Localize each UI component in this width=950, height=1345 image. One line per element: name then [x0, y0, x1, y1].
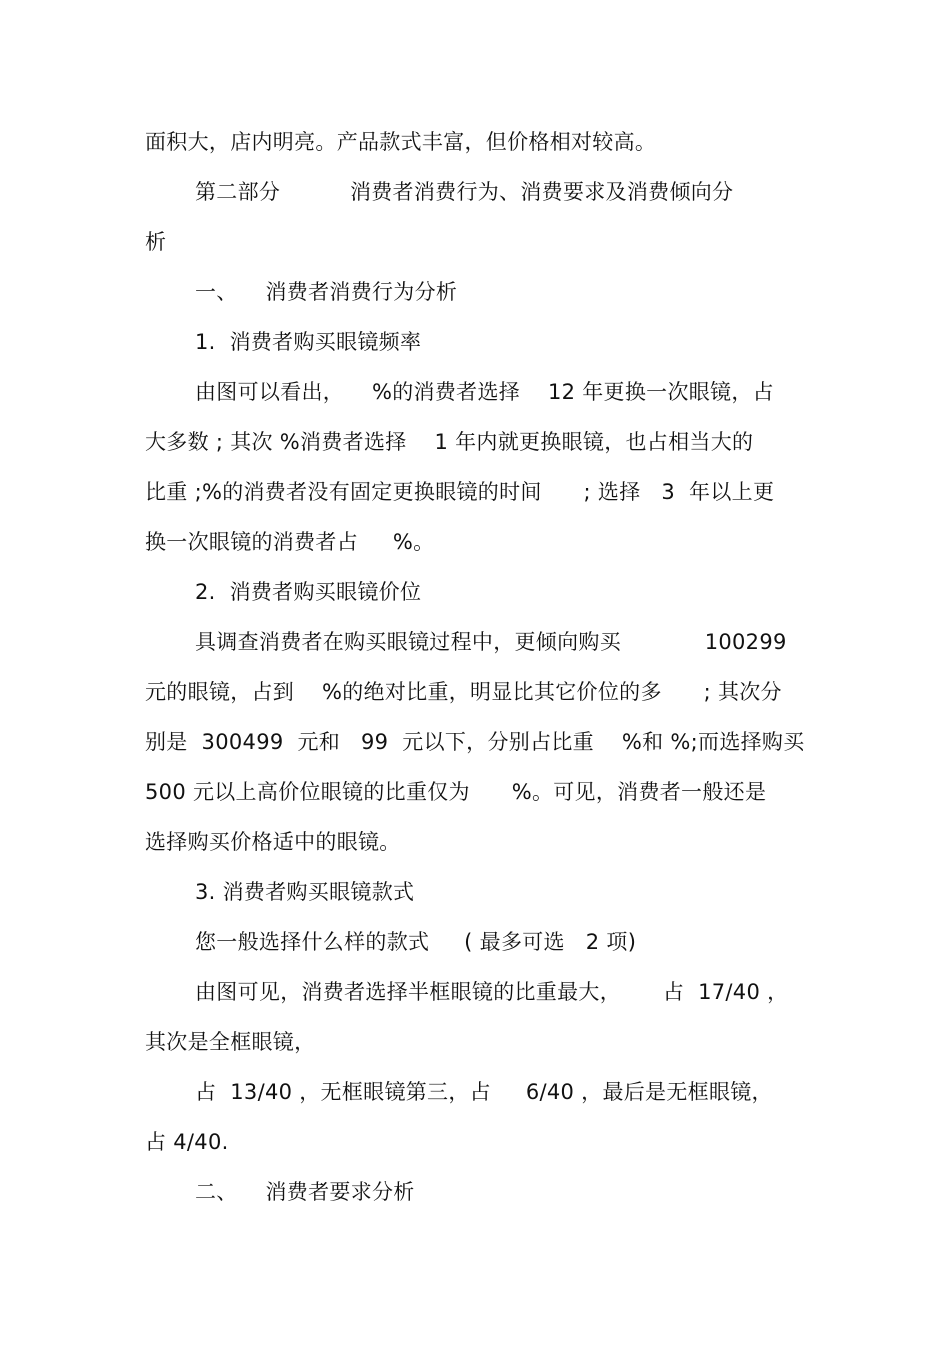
text-line-frequency-2: 大多数 ; 其次 %消费者选择 1 年内就更换眼镜，也占相当大的 [145, 430, 754, 454]
text-line-price-5: 选择购买价格适中的眼镜。 [145, 830, 401, 854]
section-heading-part-two-cont: 析 [145, 230, 167, 254]
subheading-consumer-requirements: 二、 消费者要求分析 [195, 1180, 415, 1204]
item-heading-frequency: 1. 消费者购买眼镜频率 [195, 330, 422, 354]
text-line-style-1: 由图可见，消费者选择半框眼镜的比重最大， 占 17/40 ， [195, 980, 789, 1004]
text-line-price-2: 元的眼镜，占到 %的绝对比重，明显比其它价位的多 ; 其次分 [145, 680, 782, 704]
text-line-1: 面积大，店内明亮。产品款式丰富，但价格相对较高。 [145, 130, 657, 154]
text-line-frequency-1: 由图可以看出， %的消费者选择 12 年更换一次眼镜，占 [195, 380, 774, 404]
text-line-price-3: 别是 300499 元和 99 元以下，分别占比重 %和 %;而选择购买 [145, 730, 805, 754]
text-line-frequency-3: 比重 ;%的消费者没有固定更换眼镜的时间 ; 选择 3 年以上更 [145, 480, 775, 504]
text-line-style-4: 占 4/40. [145, 1130, 229, 1154]
item-heading-style: 3. 消费者购买眼镜款式 [195, 880, 415, 904]
text-line-frequency-4: 换一次眼镜的消费者占 %。 [145, 530, 435, 554]
text-line-price-1: 具调查消费者在购买眼镜过程中，更倾向购买 100299 [195, 630, 787, 654]
text-line-style-2: 其次是全框眼镜， [145, 1030, 316, 1054]
text-line-style-3: 占 13/40 ，无框眼镜第三，占 6/40 ，最后是无框眼镜， [195, 1080, 773, 1104]
item-heading-price: 2. 消费者购买眼镜价位 [195, 580, 422, 604]
text-line-style-question: 您一般选择什么样的款式 ( 最多可选 2 项) [195, 930, 637, 954]
text-line-price-4: 500 元以上高价位眼镜的比重仅为 %。可见，消费者一般还是 [145, 780, 767, 804]
section-heading-part-two: 第二部分 消费者消费行为、消费要求及消费倾向分 [195, 180, 734, 204]
subheading-consumer-behavior: 一、 消费者消费行为分析 [195, 280, 458, 304]
